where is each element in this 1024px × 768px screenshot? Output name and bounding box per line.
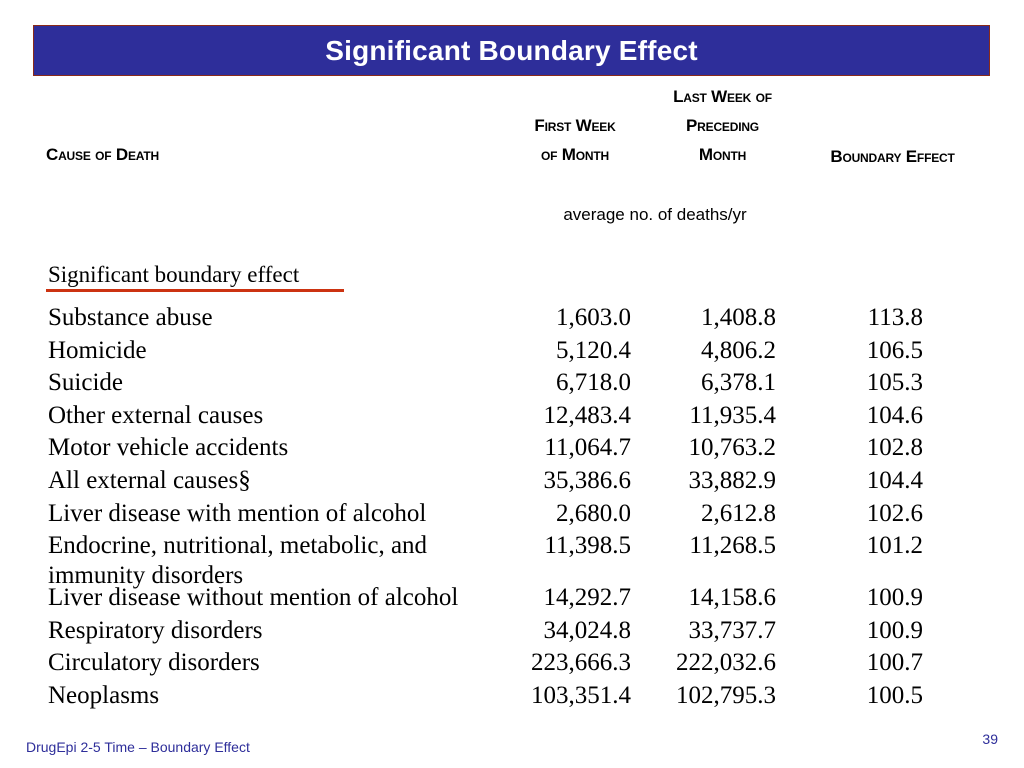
table-row [0,681,1024,714]
boundary-effect-cell: 104.6 [866,401,923,429]
cause-cell: Homicide [48,336,147,364]
table-row [0,303,1024,336]
units-label: average no. of deaths/yr [563,205,747,224]
cause-cell: Respiratory disorders [48,616,263,644]
last-week-cell: 33,882.9 [688,466,776,494]
cause-cell: Endocrine, nutritional, metabolic, and immunity disorders [48,532,428,590]
last-week-cell: 11,935.4 [689,401,776,429]
table-row [0,401,1024,434]
first-week-cell: 1,603.0 [556,304,631,331]
header-boundary-effect: Boundary Effect [830,147,955,166]
boundary-effect-cell: 101.2 [866,532,923,560]
boundary-effect-cell: 105.3 [866,369,923,397]
cause-cell: Other external causes [48,401,264,429]
last-week-cell: 222,032.6 [676,649,776,677]
last-week-cell: 33,737.7 [688,616,776,644]
first-week-cell: 12,483.4 [543,401,631,429]
section-title: Significant boundary effect [48,262,300,287]
boundary-effect-cell: 106.5 [866,336,923,364]
first-week-cell: 6,718.0 [556,369,631,397]
boundary-effect-cell: 100.9 [866,616,923,644]
title-bar [33,25,990,76]
table-row [0,466,1024,499]
page-number: 39 [982,731,998,747]
boundary-effect-cell: 100.7 [866,649,923,677]
first-week-cell: 223,666.3 [531,649,631,677]
boundary-effect-cell: 100.5 [866,681,923,709]
table-row [0,336,1024,369]
last-week-cell: 11,268.5 [689,532,776,560]
header-first-week: First Week of Month [534,116,616,164]
cause-cell: Circulatory disorders [48,649,260,677]
slide-title: Significant Boundary Effect [325,34,698,66]
table-row [0,368,1024,401]
last-week-cell: 2,612.8 [701,499,776,527]
table-row [0,583,1024,616]
cause-cell: Liver disease without mention of alcohol [48,584,459,612]
cause-cell: Suicide [48,369,123,397]
first-week-cell: 34,024.8 [543,616,631,644]
slide-footer: DrugEpi 2-5 Time – Boundary Effect [26,739,250,755]
header-cause-of-death: Cause of Death [46,145,159,164]
section-underline [46,289,344,292]
first-week-cell: 14,292.7 [543,584,631,612]
table-row [0,616,1024,649]
boundary-effect-cell: 104.4 [866,466,923,494]
first-week-cell: 11,064.7 [544,434,631,462]
boundary-effect-cell: 100.9 [866,584,923,612]
table-body [0,303,1024,714]
boundary-effect-cell: 113.8 [867,304,923,331]
first-week-cell: 103,351.4 [531,681,631,709]
table-row [0,433,1024,466]
last-week-cell: 6,378.1 [701,369,776,397]
table-row [0,499,1024,532]
cause-cell: Motor vehicle accidents [48,434,289,462]
boundary-effect-cell: 102.8 [866,434,923,462]
last-week-cell: 1,408.8 [701,304,776,331]
table-row [0,531,1024,590]
first-week-cell: 5,120.4 [556,336,631,364]
cause-cell: All external causes§ [48,466,251,494]
last-week-cell: 10,763.2 [688,434,776,462]
table-row [0,648,1024,681]
cause-cell: Neoplasms [48,681,160,709]
cause-cell: Substance abuse [48,304,213,331]
cause-cell: Liver disease with mention of alcohol [48,499,427,527]
last-week-cell: 14,158.6 [688,584,776,612]
first-week-cell: 35,386.6 [543,466,631,494]
first-week-cell: 11,398.5 [544,532,631,560]
header-last-week: Last Week of Preceding Month [673,87,772,164]
boundary-effect-cell: 102.6 [866,499,923,527]
last-week-cell: 4,806.2 [701,336,776,364]
first-week-cell: 2,680.0 [556,499,631,527]
last-week-cell: 102,795.3 [676,681,776,709]
